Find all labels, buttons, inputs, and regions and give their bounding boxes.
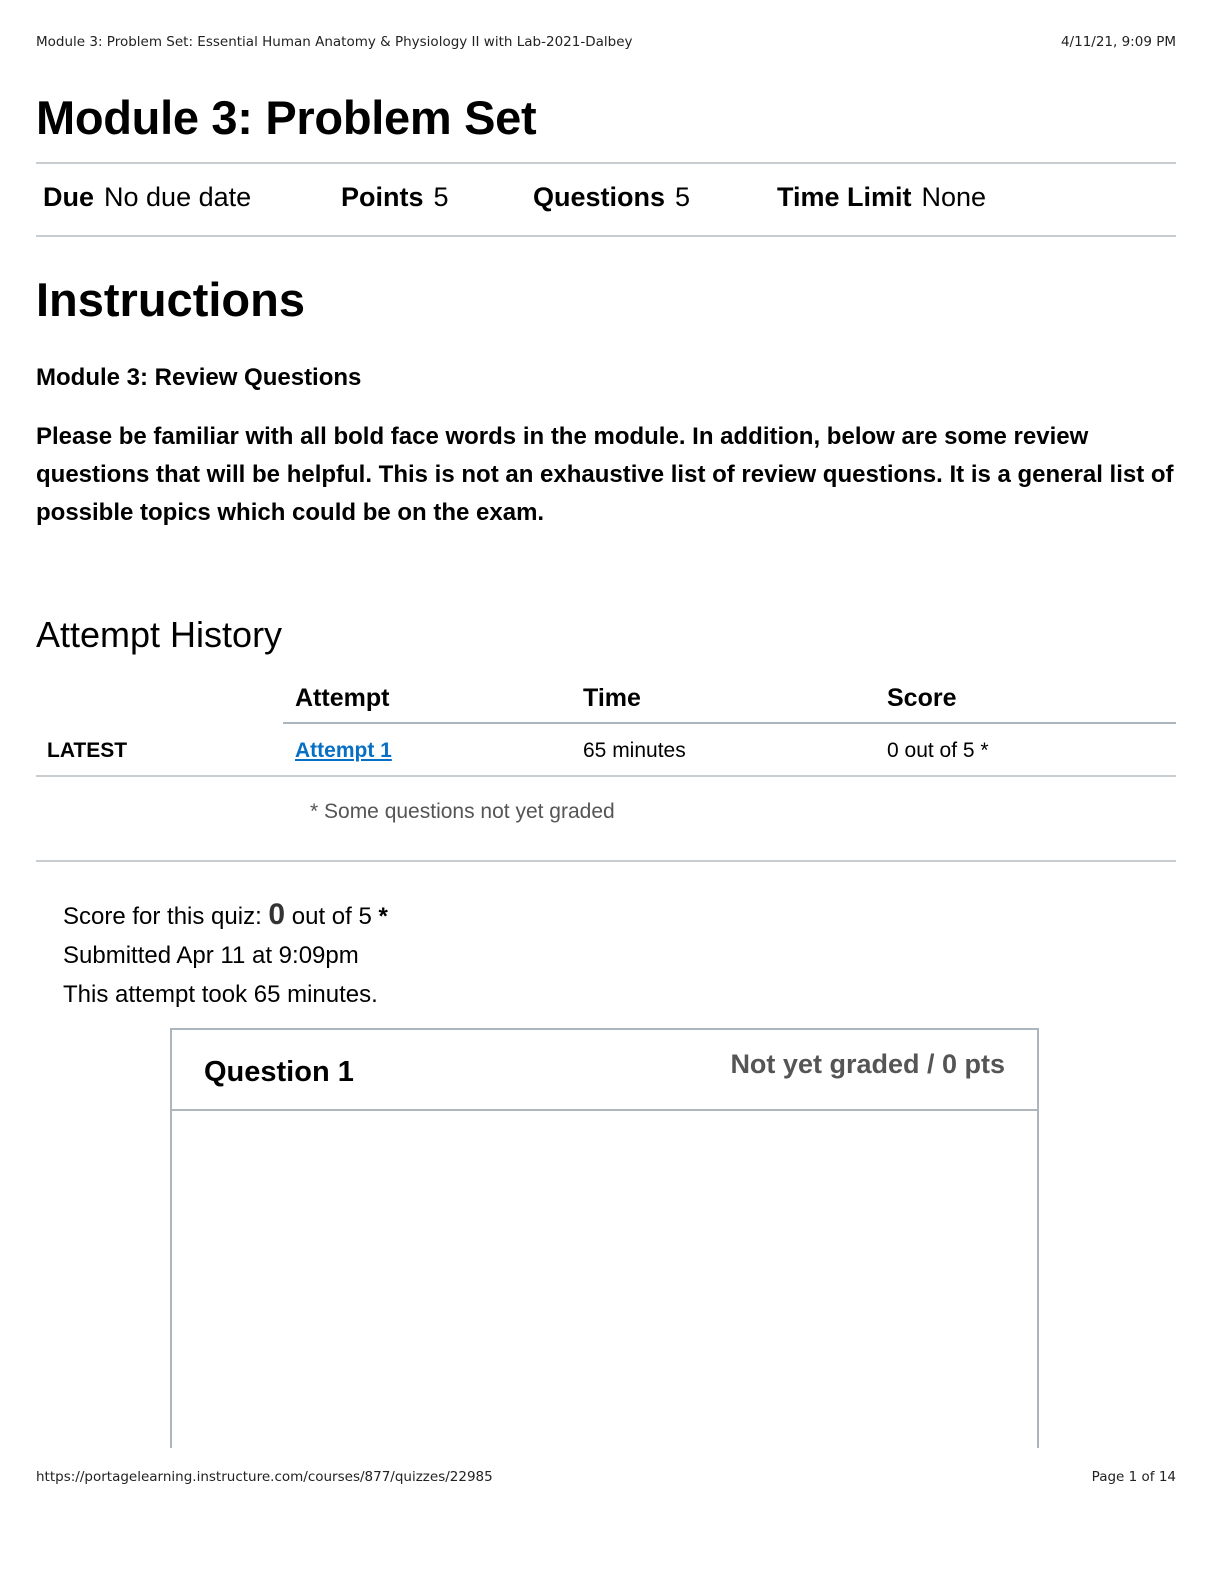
questions-label: Questions (533, 182, 666, 212)
score-value: 0 (268, 898, 286, 931)
question-header (172, 1030, 1037, 1111)
review-questions-heading: Module 3: Review Questions (36, 364, 362, 391)
page-title: Module 3: Problem Set (36, 91, 537, 144)
table-row-divider (36, 775, 1176, 777)
history-divider (36, 860, 1176, 862)
questions-info (533, 182, 690, 213)
print-header-timestamp: 4/11/21, 9:09 PM (1060, 34, 1176, 50)
column-header-score: Score (887, 684, 957, 712)
points-label: Points (341, 182, 424, 212)
grading-footnote: * Some questions not yet graded (310, 800, 615, 823)
table-header-underline (283, 722, 1176, 724)
question-points: Not yet graded / 0 pts (730, 1049, 1005, 1079)
print-header (36, 34, 1176, 50)
due-info (43, 182, 251, 213)
score-prefix: Score for this quiz: (63, 903, 269, 930)
due-label: Due (43, 182, 95, 212)
points-value: 5 (433, 182, 449, 212)
print-footer-page: Page 1 of 14 (1091, 1469, 1176, 1485)
score-suffix: out of 5 (285, 903, 379, 930)
attempt-time: 65 minutes (583, 739, 686, 762)
print-footer-url: https://portagelearning.instructure.com/courses/877/quizzes/22985 (36, 1469, 493, 1485)
question-card (170, 1028, 1039, 1448)
instructions-heading: Instructions (36, 273, 305, 326)
time-limit-label: Time Limit (777, 182, 912, 212)
questions-value: 5 (675, 182, 691, 212)
attempt-duration: This attempt took 65 minutes. (63, 981, 378, 1008)
title-divider (36, 162, 1176, 164)
instructions-body: Please be familiar with all bold face words in the module. In addition, below are some review questions that will be helpful. This is not an exhaustive list of review questions. It is a general list of possible topics which could be on the exam. (36, 423, 1174, 526)
question-title: Question 1 (204, 1056, 354, 1088)
time-limit-info (777, 182, 986, 213)
latest-tag: LATEST (47, 739, 128, 762)
quiz-score-line (63, 895, 388, 936)
print-header-title: Module 3: Problem Set: Essential Human Anatomy & Physiology II with Lab-2021-Dalbey (36, 34, 633, 50)
attempt-history-heading: Attempt History (36, 614, 283, 655)
score-star: * (378, 903, 388, 930)
due-value: No due date (104, 182, 252, 212)
meta-divider (36, 235, 1176, 237)
attempt-1-link[interactable]: Attempt 1 (295, 739, 392, 762)
submitted-time: Submitted Apr 11 at 9:09pm (63, 942, 359, 969)
column-header-attempt: Attempt (295, 684, 390, 712)
column-header-time: Time (583, 684, 641, 712)
points-info (341, 182, 449, 213)
time-limit-value: None (921, 182, 987, 212)
attempt-score: 0 out of 5 * (887, 739, 989, 762)
score-summary (63, 895, 388, 1014)
print-footer (36, 1469, 1176, 1485)
